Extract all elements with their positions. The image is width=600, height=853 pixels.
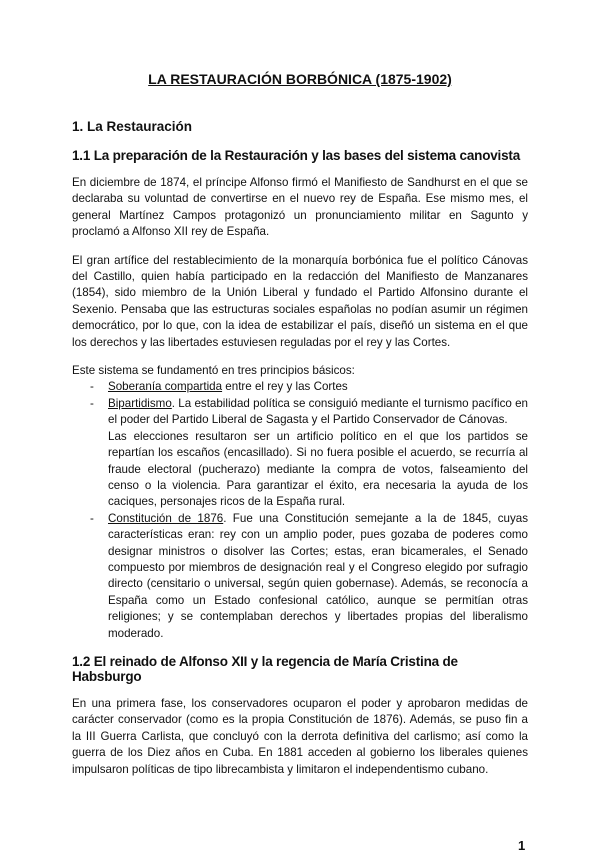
list-text: . La estabilidad política se consiguió mediante el turnismo pacífico en el poder del Partido Liberal de Sagasta y el Partido Conservador de Cánovas.	[108, 396, 528, 427]
paragraph: El gran artífice del restablecimiento de la monarquía borbónica fue el político Cánovas del Castillo, quien había participado en la redacción del Manifiesto de Manzanares (1854), sido miembro de la Unión Liberal y fundado el Partido Alfonsino durante el Sexenio. Pensaba que las estructuras sociales españolas no podían asumir un régimen democrático, por lo que, con la idea de estabilizar el país, diseñó un sistema en el que los derechos y las libertades estuviesen reguladas por el rey y las Cortes.	[72, 253, 528, 349]
list-item	[72, 379, 528, 395]
list-item	[72, 396, 528, 511]
section-heading: 1. La Restauración	[72, 119, 193, 134]
subsection-heading-1-1: 1.1 La preparación de la Restauración y las bases del sistema canovista	[72, 148, 521, 163]
page-number: 1	[518, 838, 526, 853]
bullet-dash: -	[90, 511, 94, 525]
list-item	[72, 511, 528, 642]
paragraph: En diciembre de 1874, el príncipe Alfonso firmó el Manifiesto de Sandhurst en el que se declaraba su voluntad de convertirse en el nuevo rey de España. Ese mismo mes, el general Martínez Campos protagonizó un pronunciamiento militar en Sagunto y proclamó a Alfonso XII rey de España.	[72, 176, 528, 239]
paragraph: En una primera fase, los conservadores ocuparon el poder y aprobaron medidas de carácter conservador (como es la propia Constitución de 1876). Además, se puso fin a la III Guerra Carlista, que concluyó con la derrota definitiva del carlismo; así como la guerra de los Diez años en Cuba. En 1881 acceden al gobierno los liberales quienes impulsaron políticas de tipo librecambista y limitaron el independentismo cubano.	[72, 696, 528, 776]
list-text: entre el rey y las Cortes	[222, 380, 348, 394]
bullet-dash: -	[90, 380, 94, 394]
list-term: Bipartidismo	[108, 396, 172, 410]
list-term: Constitución de 1876	[108, 511, 224, 525]
subsection-heading-1-2: 1.2 El reinado de Alfonso XII y la regencia de María Cristina de Habsburgo	[72, 653, 458, 684]
bullet-dash: -	[90, 396, 94, 410]
list-text-continued: Las elecciones resultaron ser un artificio político en el que los partidos se repartían los escaños (encasillado). Si no fuera posible el acuerdo, se recurría al fraude electoral (pucherazo) mediante la compra de votos, falseamiento del censo o la violencia. Para garantizar el éxito, era necesaria la ayuda de los caciques, personajes ricos de la España rural.	[108, 429, 528, 509]
principles-list	[72, 379, 528, 642]
document-title: LA RESTAURACIÓN BORBÓNICA (1875-1902)	[148, 71, 452, 87]
list-term: Soberanía compartida	[108, 380, 223, 394]
list-text: . Fue una Constitución semejante a la de 1845, cuyas características eran: rey con un amplio poder, pues gozaba de poderes como designar ministros o disolver las Cortes; estas, eran bicamerales, el Senado compuesto por miembros de designación real y el Congreso elegido por sufragio directo (censitario o universal, según quien gobernase). Además, se reconocía a España como un Estado confesional católico, aunque se permitían otras religiones; y se contemplaban derechos y libertades propias del liberalismo moderado.	[108, 511, 528, 640]
paragraph: Este sistema se fundamentó en tres principios básicos:	[72, 364, 355, 378]
